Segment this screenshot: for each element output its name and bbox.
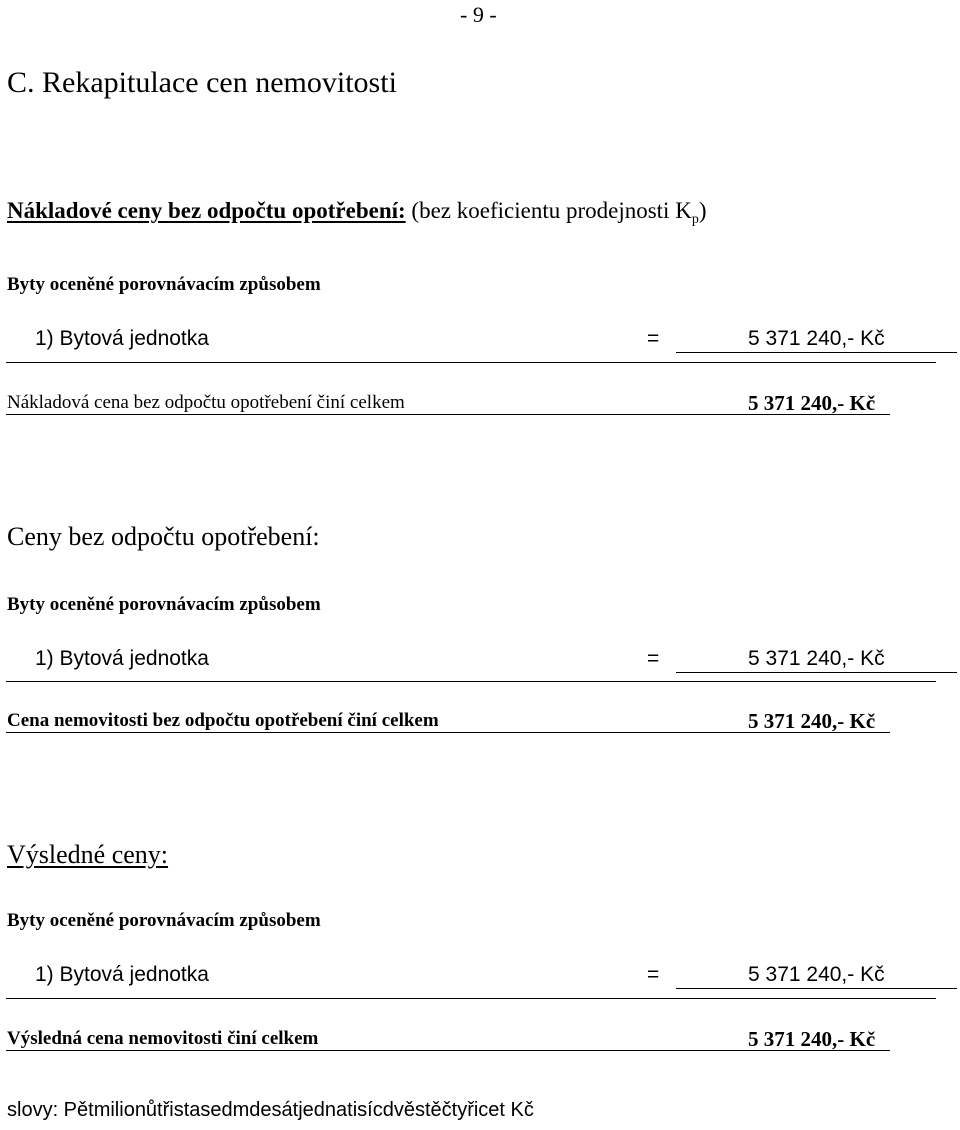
page-number: - 9 - [460,2,497,27]
section-1-total-value: 5 371 240,- Kč [748,391,876,415]
section-2-subheading: Byty oceněné porovnávacím způsobem [7,594,321,615]
section-1-item-equals: = [647,327,660,350]
section-1-heading-row [7,198,707,227]
section-1-heading-note: (bez koeficientu prodejnosti $K_p$) [411,198,707,227]
section-1-heading: Nákladové ceny bez odpočtu opotřebení: [7,198,406,223]
amount-in-words: slovy: Pětmilionůtřistasedmdesátjednatisícdvěstěčtyřicet Kč [7,1099,534,1121]
item-underline [676,988,957,989]
section-1-item-value: 5 371 240,- Kč [748,327,885,350]
section-1-item-label: 1) Bytová jednotka [35,327,209,350]
section-1-total-label: Nákladová cena bez odpočtu opotřebení činí celkem [7,392,405,413]
total-underline [6,1050,890,1051]
section-3-total-value: 5 371 240,- Kč [748,1027,876,1051]
item-underline [676,352,957,353]
section-1-subheading: Byty oceněné porovnávacím způsobem [7,274,321,295]
section-3-item-value: 5 371 240,- Kč [748,963,885,986]
section-2-item-value: 5 371 240,- Kč [748,647,885,670]
page-title: C. Rekapitulace cen nemovitosti [7,66,397,99]
item-underline [676,672,957,673]
divider-line [6,998,936,999]
section-3-subheading: Byty oceněné porovnávacím způsobem [7,910,321,931]
section-2-heading: Ceny bez odpočtu opotřebení: [7,522,320,551]
section-3-total-label: Výsledná cena nemovitosti činí celkem [7,1028,319,1049]
section-2-total-label: Cena nemovitosti bez odpočtu opotřebení činí celkem [7,710,439,731]
section-2-item-equals: = [647,647,660,670]
section-3-item-equals: = [647,963,660,986]
section-3-item-label: 1) Bytová jednotka [35,963,209,986]
section-3-heading: Výsledné ceny: [7,840,169,869]
divider-line [6,681,936,682]
total-underline [6,414,890,415]
total-underline [6,732,890,733]
section-2-total-value: 5 371 240,- Kč [748,709,876,733]
section-2-item-label: 1) Bytová jednotka [35,647,209,670]
divider-line [6,362,936,363]
